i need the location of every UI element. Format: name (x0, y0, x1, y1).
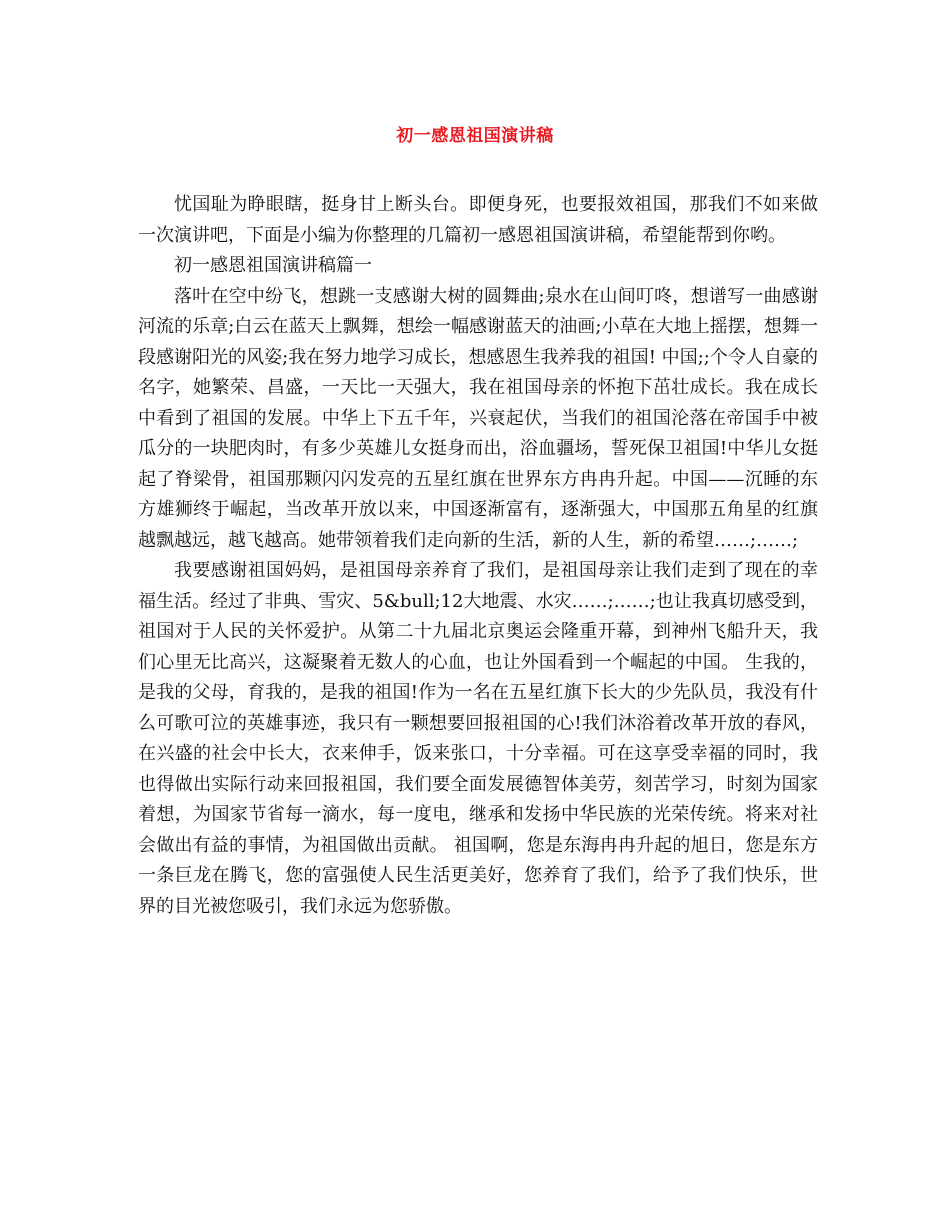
document-title: 初一感恩祖国演讲稿 (396, 126, 554, 146)
body-paragraph-2: 我要感谢祖国妈妈，是祖国母亲养育了我们，是祖国母亲让我们走到了现在的幸福生活。经过了非典、雪灾、5&bull;12大地震、水灾……;……;也让我真切感受到，祖国对于人民的关怀爱护。从第二十九届北京奥运会隆重开幕，到神州飞船升天，我们心里无比高兴，这凝聚着无数人的心血，也让外国看到一个崛起的中国。 生我的，是我的父母，育我的，是我的祖国!作为一名在五星红旗下长大的少先队员，我没有什么可歌可泣的英雄事迹，我只有一颗想要回报祖国的心!我们沐浴着改革开放的春风，在兴盛的社会中长大，衣来伸手，饭来张口，十分幸福。可在这享受幸福的同时，我也得做出实际行动来回报祖国，我们要全面发展德智体美劳，刻苦学习，时刻为国家着想，为国家节省每一滴水，每一度电，继承和发扬中华民族的光荣传统。将来对社会做出有益的事情，为祖国做出贡献。 祖国啊，您是东海冉冉升起的旭日，您是东方一条巨龙在腾飞，您的富强使人民生活更美好，您养育了我们，给予了我们快乐，世界的目光被您吸引，我们永远为您骄傲。 (138, 560, 818, 917)
document-body (138, 190, 818, 922)
intro-paragraph: 忧国耻为睁眼瞎，挺身甘上断头台。即便身死，也要报效祖国，那我们不如来做一次演讲吧，下面是小编为你整理的几篇初一感恩祖国演讲稿，希望能帮到你哟。 (138, 194, 818, 246)
body-paragraph-1: 落叶在空中纷飞，想跳一支感谢大树的圆舞曲;泉水在山间叮咚，想谱写一曲感谢河流的乐章;白云在蓝天上飘舞，想绘一幅感谢蓝天的油画;小草在大地上摇摆，想舞一段感谢阳光的风姿;我在努力地学习成长，想感恩生我养我的祖国! 中国;;个令人自豪的名字，她繁荣、昌盛，一天比一天强大，我在祖国母亲的怀抱下茁壮成长。我在成长中看到了祖国的发展。中华上下五千年，兴衰起伏，当我们的祖国沦落在帝国手中被瓜分的一块肥肉时，有多少英雄儿女挺身而出，浴血疆场，誓死保卫祖国!中华儿女挺起了脊梁骨，祖国那颗闪闪发亮的五星红旗在世界东方冉冉升起。中国——沉睡的东方雄狮终于崛起，当改革开放以来，中国逐渐富有，逐渐强大，中国那五角星的红旗越飘越远，越飞越高。她带领着我们走向新的生活，新的人生，新的希望……;……; (138, 285, 818, 551)
section-heading: 初一感恩祖国演讲稿篇一 (174, 255, 372, 276)
